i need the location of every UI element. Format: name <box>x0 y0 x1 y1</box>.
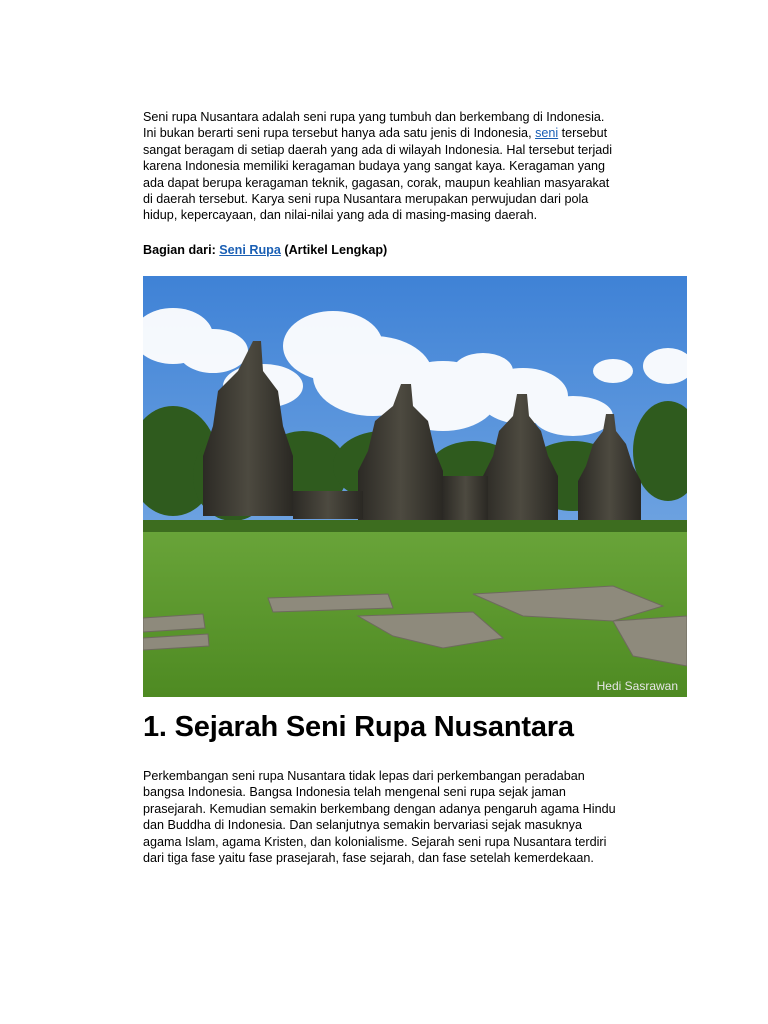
seni-link[interactable]: seni <box>535 126 559 141</box>
section-line: Perkembangan seni rupa Nusantara tidak lepas dari perkembangan peradaban <box>143 769 585 783</box>
intro-line <box>143 125 663 141</box>
intro-paragraph <box>143 109 663 224</box>
hedge <box>143 520 687 532</box>
section-line: dari tiga fase yaitu fase prasejarah, fase sejarah, dan fase setelah kemerdekaan. <box>143 851 594 866</box>
intro-line: hidup, kepercayaan, dan nilai-nilai yang ada di masing-masing daerah. <box>143 208 538 223</box>
seni-rupa-link[interactable]: Seni Rupa <box>219 243 281 257</box>
section-line: agama Islam, agama Kristen, dan kolonialisme. Sejarah seni rupa Nusantara terdiri <box>143 834 607 849</box>
intro-line: karena Indonesia memiliki keragaman budaya yang sangat kaya. Keragaman yang <box>143 159 606 174</box>
section-line: prasejarah. Kemudian semakin berkembang dengan adanya pengaruh agama Hindu <box>143 801 616 816</box>
intro-line-text: tersebut <box>558 126 608 141</box>
intro-line: Seni rupa Nusantara adalah seni rupa yang tumbuh dan berkembang di Indonesia. <box>143 110 605 124</box>
photo-credit: Hedi Sasrawan <box>596 679 678 693</box>
section-line: bangsa Indonesia. Bangsa Indonesia telah mengenal seni rupa sejak jaman <box>143 785 566 800</box>
intro-line: sangat beragam di setiap daerah yang ada di wilayah Indonesia. Hal tersebut terjadi <box>143 142 613 157</box>
section-paragraph <box>143 768 663 866</box>
intro-line: ada dapat berupa keragaman teknik, gagasan, corak, maupun keahlian masyarakat <box>143 175 610 190</box>
bagian-prefix: Bagian dari: <box>143 243 220 257</box>
bagian-suffix: (Artikel Lengkap) <box>280 243 388 257</box>
temple-photo <box>143 276 687 697</box>
intro-line: di daerah tersebut. Karya seni rupa Nusantara merupakan perwujudan dari pola <box>143 192 589 207</box>
intro-line-text: Ini bukan berarti seni rupa tersebut hanya ada satu jenis di Indonesia, <box>143 126 536 141</box>
bagian-dari-line <box>143 243 387 257</box>
section-heading: 1. Sejarah Seni Rupa Nusantara <box>143 711 574 743</box>
section-line: dan Buddha di Indonesia. Dan selanjutnya semakin bervariasi sejak masuknya <box>143 818 582 833</box>
